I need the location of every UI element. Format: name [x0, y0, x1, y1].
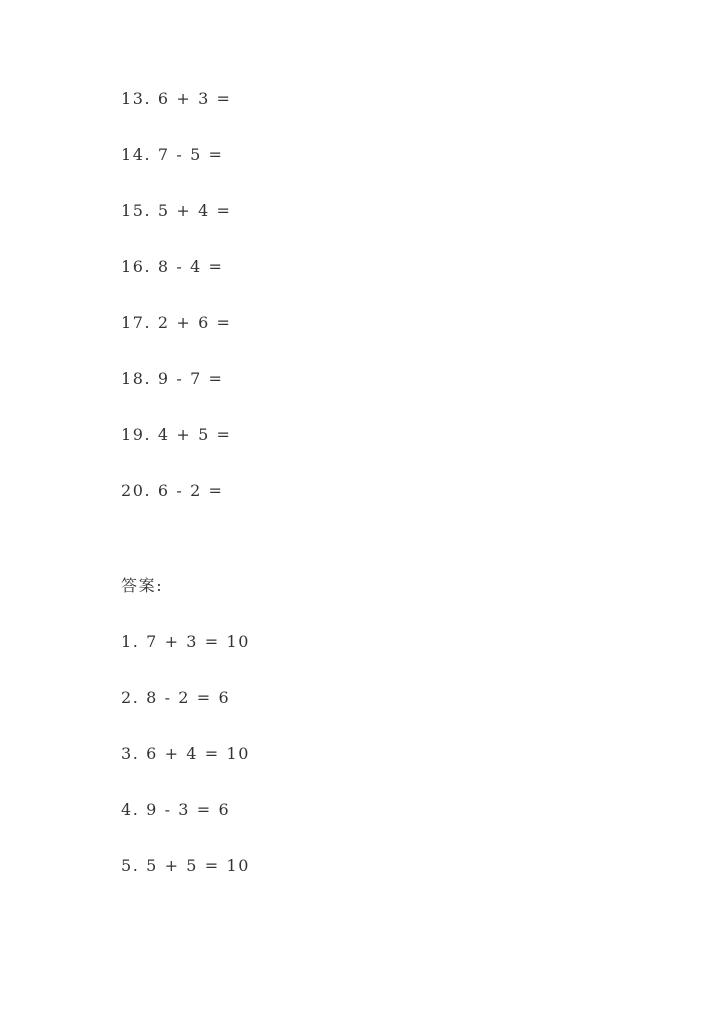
- question-13: 13. 6 + 3 =: [121, 89, 232, 108]
- answers-heading: 答案:: [121, 576, 164, 595]
- question-19: 19. 4 + 5 =: [121, 425, 232, 444]
- question-15: 15. 5 + 4 =: [121, 201, 232, 220]
- answer-1: 1. 7 + 3 = 10: [121, 632, 251, 651]
- question-14: 14. 7 - 5 =: [121, 145, 224, 164]
- answer-4: 4. 9 - 3 = 6: [121, 800, 231, 819]
- question-18: 18. 9 - 7 =: [121, 369, 224, 388]
- question-20: 20. 6 - 2 =: [121, 481, 224, 500]
- answer-2: 2. 8 - 2 = 6: [121, 688, 231, 707]
- answer-5: 5. 5 + 5 = 10: [121, 856, 251, 875]
- answer-3: 3. 6 + 4 = 10: [121, 744, 251, 763]
- question-16: 16. 8 - 4 =: [121, 257, 224, 276]
- question-17: 17. 2 + 6 =: [121, 313, 232, 332]
